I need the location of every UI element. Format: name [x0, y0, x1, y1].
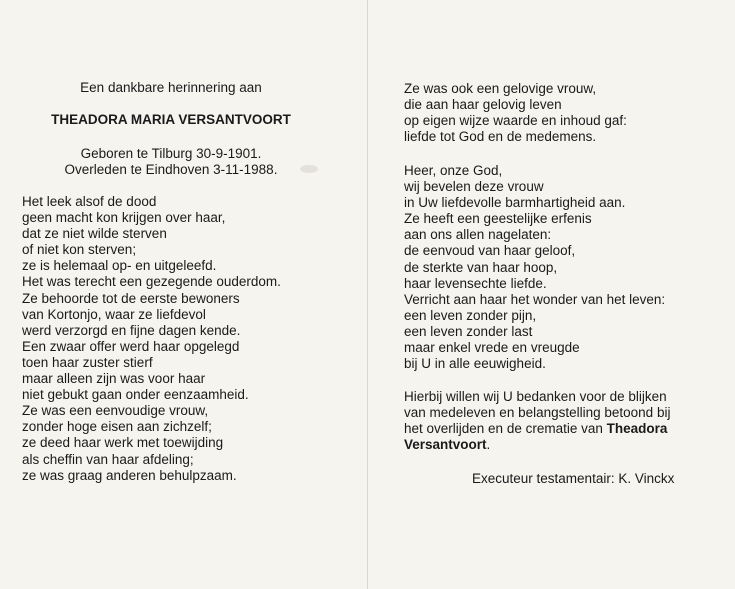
first-name-bold: Theadora: [606, 421, 668, 437]
intro-line: Een dankbare herinnering aan: [80, 80, 262, 95]
death-line: Overleden te Eindhoven 3-11-1988.: [64, 162, 278, 177]
left-panel: [0, 0, 367, 589]
thanks-paragraph: [404, 389, 670, 453]
poem-line: dat ze niet wilde sterven: [22, 226, 167, 242]
prayer-line: Verricht aan haar het wonder van het leven:: [404, 291, 666, 307]
stanza-line: op eigen wijze waarde en inhoud gaf:: [404, 113, 627, 129]
poem-line: Ze behoorde tot de eerste bewoners: [22, 290, 240, 306]
faith-stanza: [404, 81, 627, 145]
poem-line: als cheffin van haar afdeling;: [22, 451, 194, 467]
prayer-line: wij bevelen deze vrouw: [404, 179, 544, 195]
right-panel: [368, 0, 735, 589]
poem-line: van Kortonjo, waar ze liefdevol: [22, 306, 206, 322]
poem-line: niet gebukt gaan onder eenzaamheid.: [22, 387, 249, 403]
poem-line: Het leek alsof de dood: [22, 194, 157, 209]
prayer-line: haar levensechte liefde.: [404, 275, 547, 291]
memorial-poem: [22, 194, 281, 484]
stanza-line: die aan haar gelovig leven: [404, 97, 562, 113]
prayer-line: een leven zonder last: [404, 323, 533, 339]
stanza-line: liefde tot God en de medemens.: [404, 129, 597, 145]
poem-line: ze was graag anderen behulpzaam.: [22, 467, 237, 483]
deceased-name: THEADORA MARIA VERSANTVOORT: [51, 112, 291, 127]
prayer-line: in Uw liefdevolle barmhartigheid aan.: [404, 195, 626, 211]
thanks-line: van medeleven en belangstelling betoond bij: [404, 405, 671, 421]
poem-line: Het was terecht een gezegende ouderdom.: [22, 274, 281, 290]
prayer-line: een leven zonder pijn,: [404, 307, 537, 323]
poem-line: maar alleen zijn was voor haar: [22, 371, 206, 387]
poem-line: geen macht kon krijgen over haar,: [22, 210, 226, 226]
paper-smudge: [300, 165, 318, 173]
prayer-line: de eenvoud van haar geloof,: [404, 243, 576, 259]
poem-line: of niet kon sterven;: [22, 242, 137, 258]
prayer-line: Ze heeft een geestelijke erfenis: [404, 211, 592, 227]
thanks-line: [404, 437, 670, 453]
poem-line: toen haar zuster stierf: [22, 354, 153, 370]
thanks-period: .: [486, 437, 491, 453]
prayer-stanza: [404, 163, 665, 372]
poem-line: Ze was een eenvoudige vrouw,: [22, 403, 209, 419]
thanks-line: Hierbij willen wij U bedanken voor de blijken: [404, 389, 667, 404]
poem-line: Een zwaar offer werd haar opgelegd: [22, 338, 240, 354]
stanza-line: Ze was ook een gelovige vrouw,: [404, 81, 597, 96]
prayer-line: aan ons allen nagelaten:: [404, 227, 552, 243]
prayer-line: bij U in alle eeuwigheid.: [404, 356, 546, 372]
poem-line: ze deed haar werk met toewijding: [22, 435, 224, 451]
prayer-line: maar enkel vrede en vreugde: [404, 340, 580, 356]
executor-line: Executeur testamentair: K. Vinckx: [472, 471, 675, 486]
birth-line: Geboren te Tilburg 30-9-1901.: [80, 146, 262, 161]
prayer-line: de sterkte van haar hoop,: [404, 259, 558, 275]
poem-line: werd verzorgd en fijne dagen kende.: [22, 322, 241, 338]
prayer-line: Heer, onze God,: [404, 163, 503, 178]
thanks-line: [404, 421, 670, 437]
poem-line: zonder hoge eisen aan zichzelf;: [22, 419, 212, 435]
poem-line: ze is helemaal op- en uitgeleefd.: [22, 258, 217, 274]
surname-bold: Versantvoort: [404, 437, 487, 453]
thanks-text: het overlijden en de crematie van: [404, 421, 607, 437]
